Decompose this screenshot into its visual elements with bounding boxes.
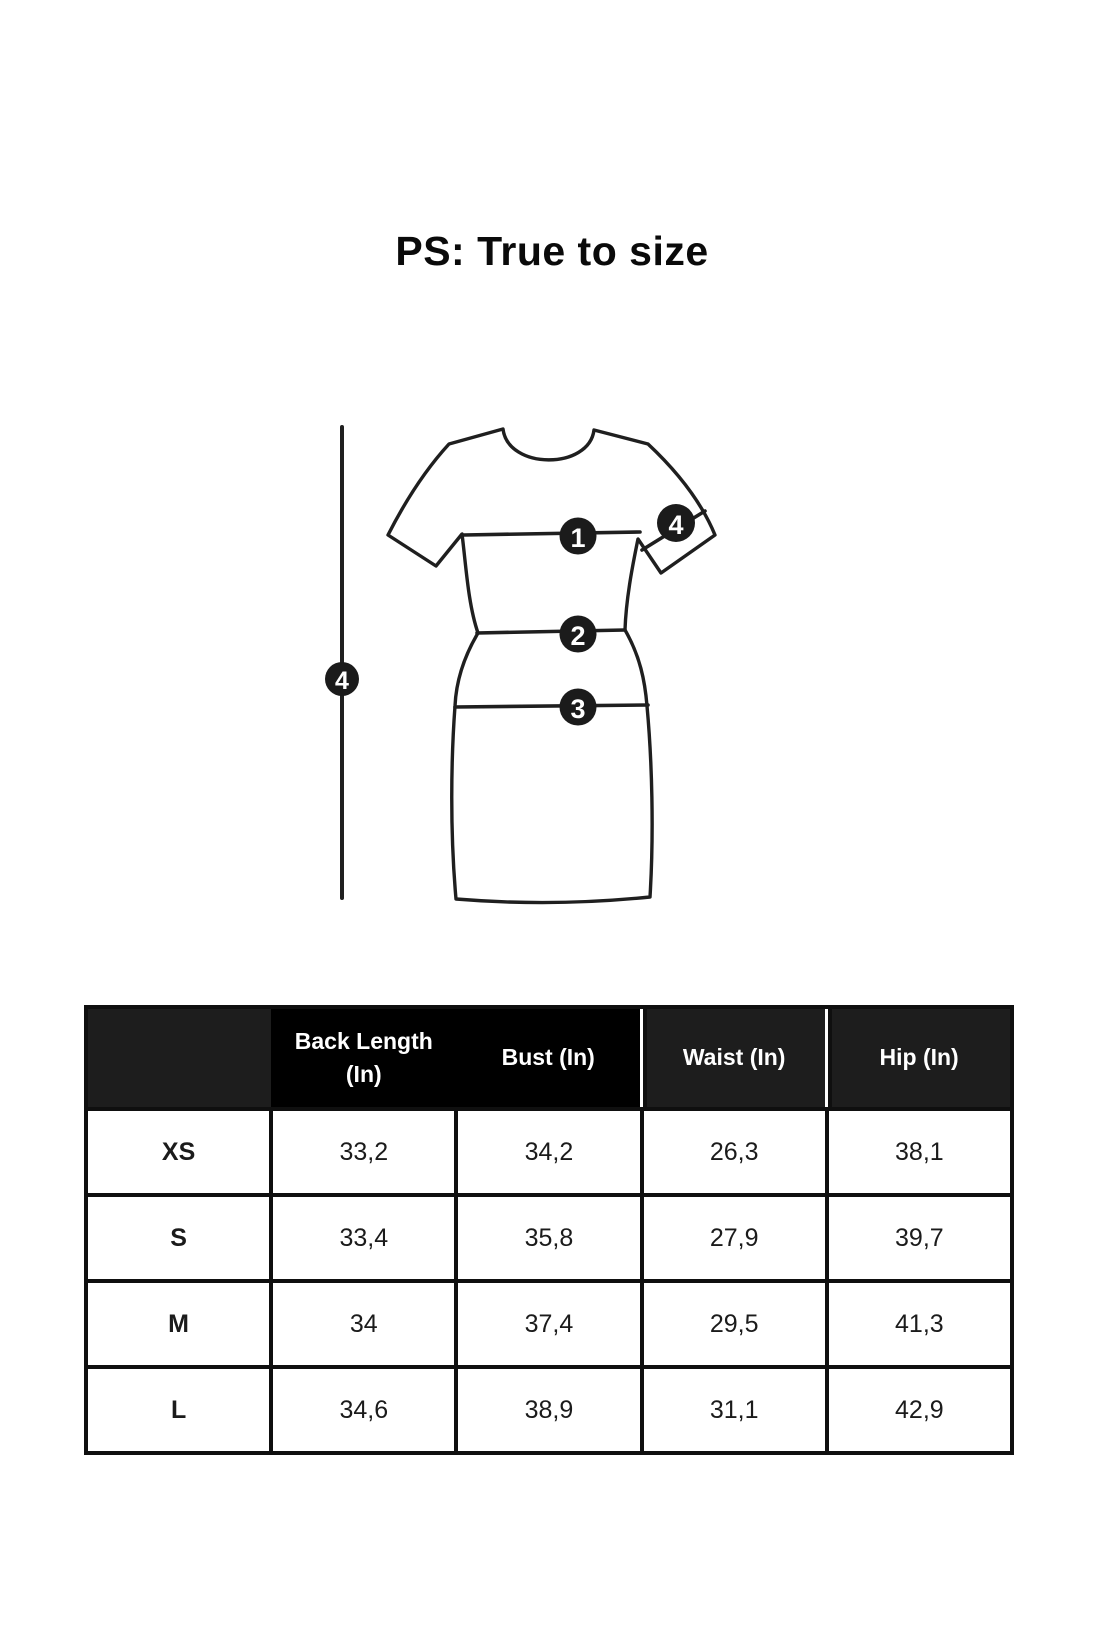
size-label-cell: M: [86, 1281, 271, 1367]
size-row-m: [86, 1281, 1012, 1367]
size-chart-header-row: [86, 1007, 1012, 1109]
back-length-value-cell: 33,4: [271, 1195, 456, 1281]
bust-value-cell: 34,2: [456, 1109, 641, 1195]
header-cell-hip: Hip (In): [827, 1007, 1012, 1109]
back-length-value-cell: 34: [271, 1281, 456, 1367]
back-length-value-cell: 34,6: [271, 1367, 456, 1453]
hip-value-cell: 39,7: [827, 1195, 1012, 1281]
bust-value-cell: 35,8: [456, 1195, 641, 1281]
dress-measurement-diagram: [280, 390, 740, 920]
size-label-cell: S: [86, 1195, 271, 1281]
header-cell-bust: Bust (In): [456, 1007, 641, 1109]
size-row-l: [86, 1367, 1012, 1453]
sleeve-badge: [657, 504, 695, 542]
bust-badge: [560, 518, 597, 555]
bust-value-cell: 38,9: [456, 1367, 641, 1453]
bust-measure-line: [464, 532, 640, 535]
page-title: PS: True to size: [395, 228, 709, 274]
waist-badge: [560, 616, 597, 653]
waist-measure-line: [477, 630, 625, 633]
bust-value-cell: 37,4: [456, 1281, 641, 1367]
waist-badge-number: 2: [570, 621, 586, 651]
sleeve-badge-number: 4: [668, 510, 684, 540]
waist-value-cell: 26,3: [642, 1109, 827, 1195]
header-cell-waist: Waist (In): [642, 1007, 827, 1109]
back-length-badge: [325, 662, 359, 696]
hip-badge: [560, 689, 597, 726]
hip-measure-line: [455, 705, 648, 707]
back-length-badge-number: 4: [335, 667, 349, 695]
size-label-cell: XS: [86, 1109, 271, 1195]
back-length-value-cell: 33,2: [271, 1109, 456, 1195]
hip-badge-number: 3: [570, 694, 586, 724]
size-row-s: [86, 1195, 1012, 1281]
hip-value-cell: 38,1: [827, 1109, 1012, 1195]
waist-value-cell: 27,9: [642, 1195, 827, 1281]
size-label-cell: L: [86, 1367, 271, 1453]
dress-outline: [388, 429, 715, 903]
hip-value-cell: 41,3: [827, 1281, 1012, 1367]
size-chart-table: [84, 1005, 1014, 1455]
header-cell-back-length: Back Length (In): [271, 1007, 456, 1109]
hip-value-cell: 42,9: [827, 1367, 1012, 1453]
size-row-xs: [86, 1109, 1012, 1195]
waist-value-cell: 29,5: [642, 1281, 827, 1367]
header-cell-size: [86, 1007, 271, 1109]
bust-badge-number: 1: [570, 523, 586, 553]
waist-value-cell: 31,1: [642, 1367, 827, 1453]
